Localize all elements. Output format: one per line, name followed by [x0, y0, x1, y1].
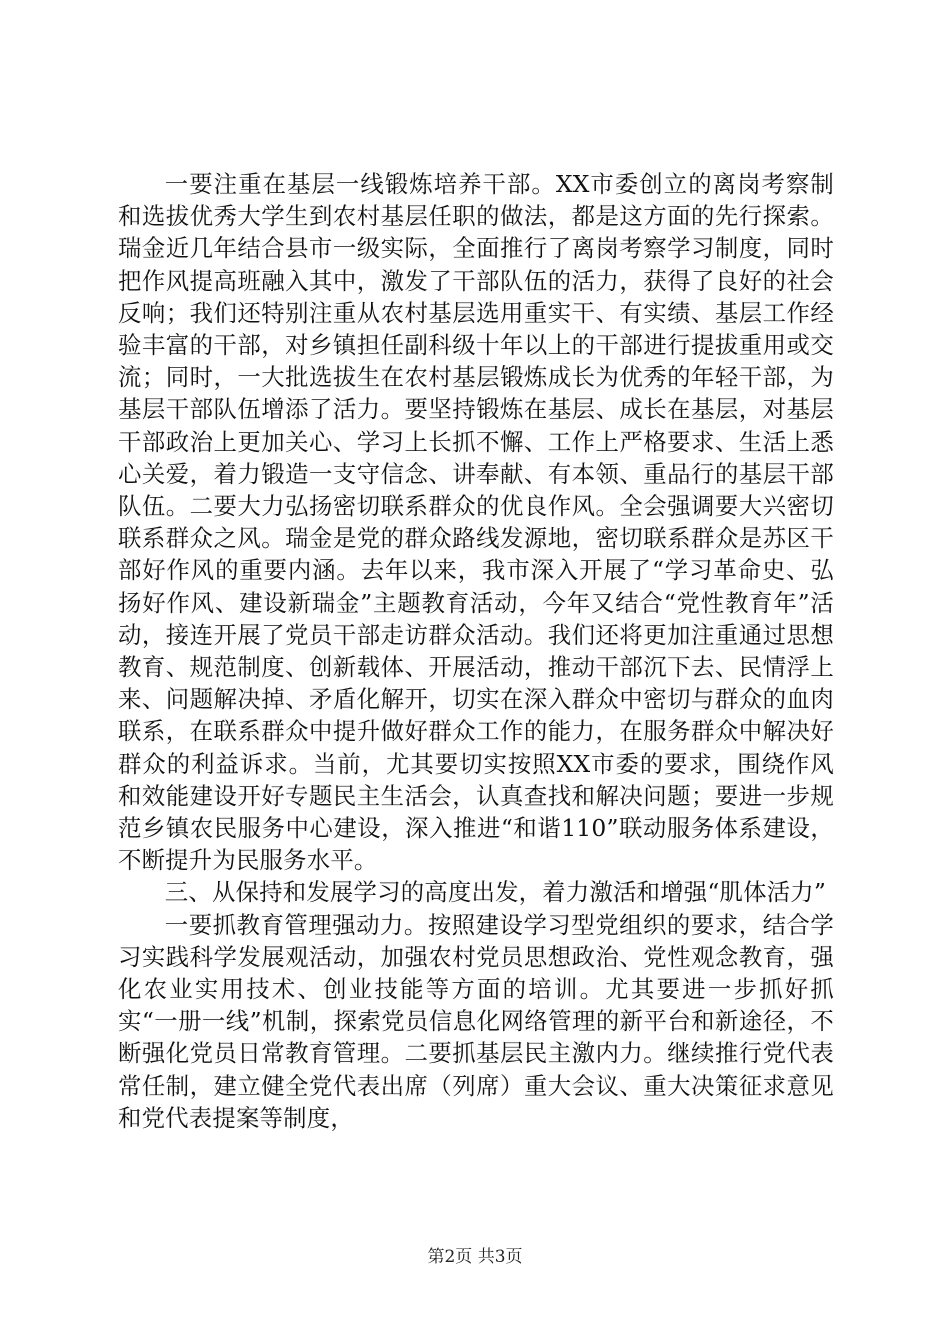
section-heading-three: 三、从保持和发展学习的高度出发，着力激活和增强“肌体活力”	[164, 878, 827, 907]
page-number-footer: 第2页 共3页	[427, 1247, 523, 1267]
paragraph-cadre-training: 一要注重在基层一线锻炼培养干部。XX市委创立的离岗考察制和选拔优秀大学生到农村基层任职的做法，都是这方面的先行探索。瑞金近几年结合县市一级实际，全面推行了离岗考察学习制度，同时把作风提高班融入其中，激发了干部队伍的活力，获得了良好的社会反响；我们还特别注重从农村基层选用重实干、有实绩、基层工作经验丰富的干部，对乡镇担任副科级十年以上的干部进行提拔重用或交流；同时，一大批选拔生在农村基层锻炼成长为优秀的年轻干部，为基层干部队伍增添了活力。要坚持锻炼在基层、成长在基层，对基层干部政治上更加关心、学习上长抓不懈、工作上严格要求、生活上悉心关爱，着力锻造一支守信念、讲奉献、有本领、重品行的基层干部队伍。二要大力弘扬密切联系群众的优良作风。全会强调要大兴密切联系群众之风。瑞金是党的群众路线发源地，密切联系群众是苏区干部好作风的重要内涵。去年以来，我市深入开展了“学习革命史、弘扬好作风、建设新瑞金”主题教育活动，今年又结合“党性教育年”活动，接连开展了党员干部走访群众活动。我们还将更加注重通过思想教育、规范制度、创新载体、开展活动，推动干部沉下去、民情浮上来、问题解决掉、矛盾化解开，切实在深入群众中密切与群众的血肉联系，在联系群众中提升做好群众工作的能力，在服务群众中解决好群众的利益诉求。当前，尤其要切实按照XX市委的要求，围绕作风和效能建设开好专题民主生活会，认真查找和解决问题；要进一步规范乡镇农民服务中心建设，深入推进“和谐110”联动服务体系建设，不断提升为民服务水平。	[118, 170, 834, 875]
document-body	[118, 168, 834, 1134]
paragraph-education-management: 一要抓教育管理强动力。按照建设学习型党组织的要求，结合学习实践科学发展观活动，加强农村党员思想政治、党性观念教育，强化农业实用技术、创业技能等方面的培训。尤其要进一步抓好抓实“一册一线”机制，探索党员信息化网络管理的新平台和新途径，不断强化党员日常教育管理。二要抓基层民主激内力。继续推行党代表常任制，建立健全党代表出席（列席）重大会议、重大决策征求意见和党代表提案等制度，	[118, 910, 834, 1132]
